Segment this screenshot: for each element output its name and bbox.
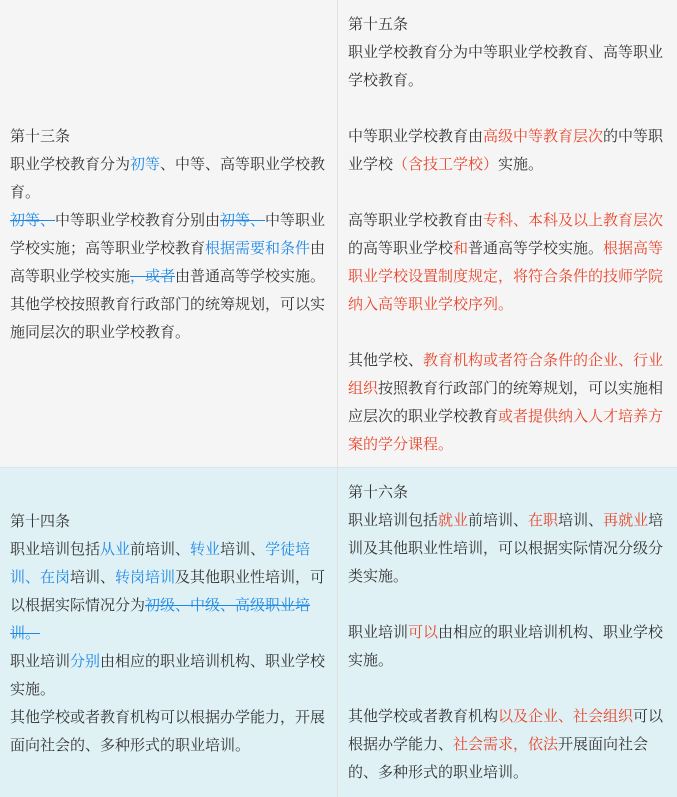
article-16-para-3 xyxy=(348,702,667,786)
text-run: 职业学校教育分为 xyxy=(10,154,131,173)
highlighted-text-run: 可以 xyxy=(408,623,439,641)
text-run: 其他学校按照教育行政部门的统筹规划，可以实施同层次的职业学校教育。 xyxy=(10,294,326,341)
text-run: 培训、 xyxy=(220,539,266,558)
highlighted-text-run: 社会需求，依法 xyxy=(453,735,559,753)
article-13-para-1 xyxy=(10,150,327,206)
article-14-para-2 xyxy=(10,647,327,703)
highlighted-text-run: 初等 xyxy=(130,154,161,173)
article-14-para-1 xyxy=(10,535,327,647)
article-15-para-1 xyxy=(348,38,667,94)
article-15-title: 第十五条 xyxy=(348,15,409,33)
highlighted-text-run: 分别 xyxy=(70,651,101,670)
highlighted-text-run: 初等、 xyxy=(220,210,266,229)
highlighted-text-run: ，或者 xyxy=(130,266,176,285)
paragraph-gap xyxy=(348,674,667,702)
highlighted-text-run: 学徒培训、在岗 xyxy=(10,539,311,586)
text-run: 及其他职业性培训，可以根据实际情况分为 xyxy=(10,567,326,614)
article-13-title: 第十三条 xyxy=(10,126,71,145)
article-14-cell xyxy=(0,467,338,797)
highlighted-text-run: 和 xyxy=(453,239,469,257)
text-run: 其他学校或者教育机构 xyxy=(348,707,499,725)
article-15-para-3 xyxy=(348,206,667,318)
text-run: 由普通高等学校实施。 xyxy=(175,266,326,285)
text-run: 职业培训包括 xyxy=(348,511,439,529)
highlighted-text-run: 高级中等教育层次 xyxy=(483,127,604,145)
article-15-cell xyxy=(338,0,677,467)
text-run: 中等职业学校教育分别由 xyxy=(55,210,221,229)
paragraph-gap xyxy=(348,590,667,618)
text-run: 培训、 xyxy=(70,567,116,586)
highlighted-text-run: 根据需要和条件 xyxy=(205,238,311,257)
highlighted-text-run: 根据高等职业学校设置制度规定，将符合条件的技师学院纳入高等职业学校序列。 xyxy=(348,239,664,313)
text-run: 职业学校教育分为中等职业学校教育、高等职业学校教育。 xyxy=(348,43,664,89)
article-14-para-3 xyxy=(10,703,327,759)
text-run: 前培训、 xyxy=(130,539,191,558)
article-13-cell xyxy=(0,0,338,467)
text-run: 按照教育行政部门的统筹规划，可以实施相应层次的职业学校教育 xyxy=(348,379,664,425)
text-run: 职业培训包括 xyxy=(10,539,101,558)
text-run: 可以根据办学能力、 xyxy=(348,707,664,753)
text-run: 中等职业学校教育由 xyxy=(348,127,484,145)
text-run: 其他学校、 xyxy=(348,351,424,369)
highlighted-text-run: 转岗培训 xyxy=(115,567,176,586)
article-15-para-4 xyxy=(348,346,667,458)
text-run: 其他学校或者教育机构可以根据办学能力，开展面向社会的、多种形式的职业培训。 xyxy=(10,707,326,754)
paragraph-gap xyxy=(348,318,667,346)
article-14-title: 第十四条 xyxy=(10,511,71,530)
text-run: 高等职业学校教育由 xyxy=(348,211,484,229)
highlighted-text-run: （含技工学校） xyxy=(393,155,499,173)
highlighted-text-run: 教育机构或者符合条件的企业、行业组织 xyxy=(348,351,664,397)
text-run: 、中等、高等职业学校教育。 xyxy=(10,154,326,201)
text-run: 培训及其他职业性培训，可以根据实际情况分级分类实施。 xyxy=(348,511,664,585)
text-run: 由高等职业学校实施 xyxy=(10,238,326,285)
paragraph-gap xyxy=(348,178,667,206)
text-run: 职业培训 xyxy=(348,623,409,641)
paragraph-gap xyxy=(348,94,667,122)
article-13-para-2 xyxy=(10,206,327,290)
text-run: 职业培训 xyxy=(10,651,71,670)
article-13-para-3 xyxy=(10,290,327,346)
highlighted-text-run: 初等、 xyxy=(10,210,56,229)
article-16-title: 第十六条 xyxy=(348,483,409,501)
article-16-para-1 xyxy=(348,506,667,590)
highlighted-text-run: 再就业 xyxy=(603,511,649,529)
text-run: 普通高等学校实施。 xyxy=(468,239,604,257)
text-run: 开展面向社会的、多种形式的职业培训。 xyxy=(348,735,649,781)
highlighted-text-run: 专科、本科及以上教育层次 xyxy=(483,211,664,229)
text-run: 由相应的职业培训机构、职业学校实施。 xyxy=(348,623,664,669)
text-run: 由相应的职业培训机构、职业学校实施。 xyxy=(10,651,326,698)
text-run: 的高等职业学校 xyxy=(348,239,454,257)
text-run: 前培训、 xyxy=(468,511,529,529)
highlighted-text-run: 转业 xyxy=(190,539,221,558)
article-15-para-2 xyxy=(348,122,667,178)
highlighted-text-run: 就业 xyxy=(438,511,469,529)
article-16-para-2 xyxy=(348,618,667,674)
text-run: 中等职业学校实施；高等职业学校教育 xyxy=(10,210,326,257)
highlighted-text-run: 或者提供纳入人才培养方案的学分课程。 xyxy=(348,407,664,453)
text-run: 的中等职业学校 xyxy=(348,127,664,173)
highlighted-text-run: 以及企业、社会组织 xyxy=(498,707,634,725)
highlighted-text-run: 初级、中级、高级职业培训。 xyxy=(10,595,311,642)
text-run: 实施。 xyxy=(498,155,544,173)
highlighted-text-run: 从业 xyxy=(100,539,131,558)
article-16-cell xyxy=(338,467,677,797)
highlighted-text-run: 在职 xyxy=(528,511,559,529)
text-run: 培训、 xyxy=(558,511,604,529)
